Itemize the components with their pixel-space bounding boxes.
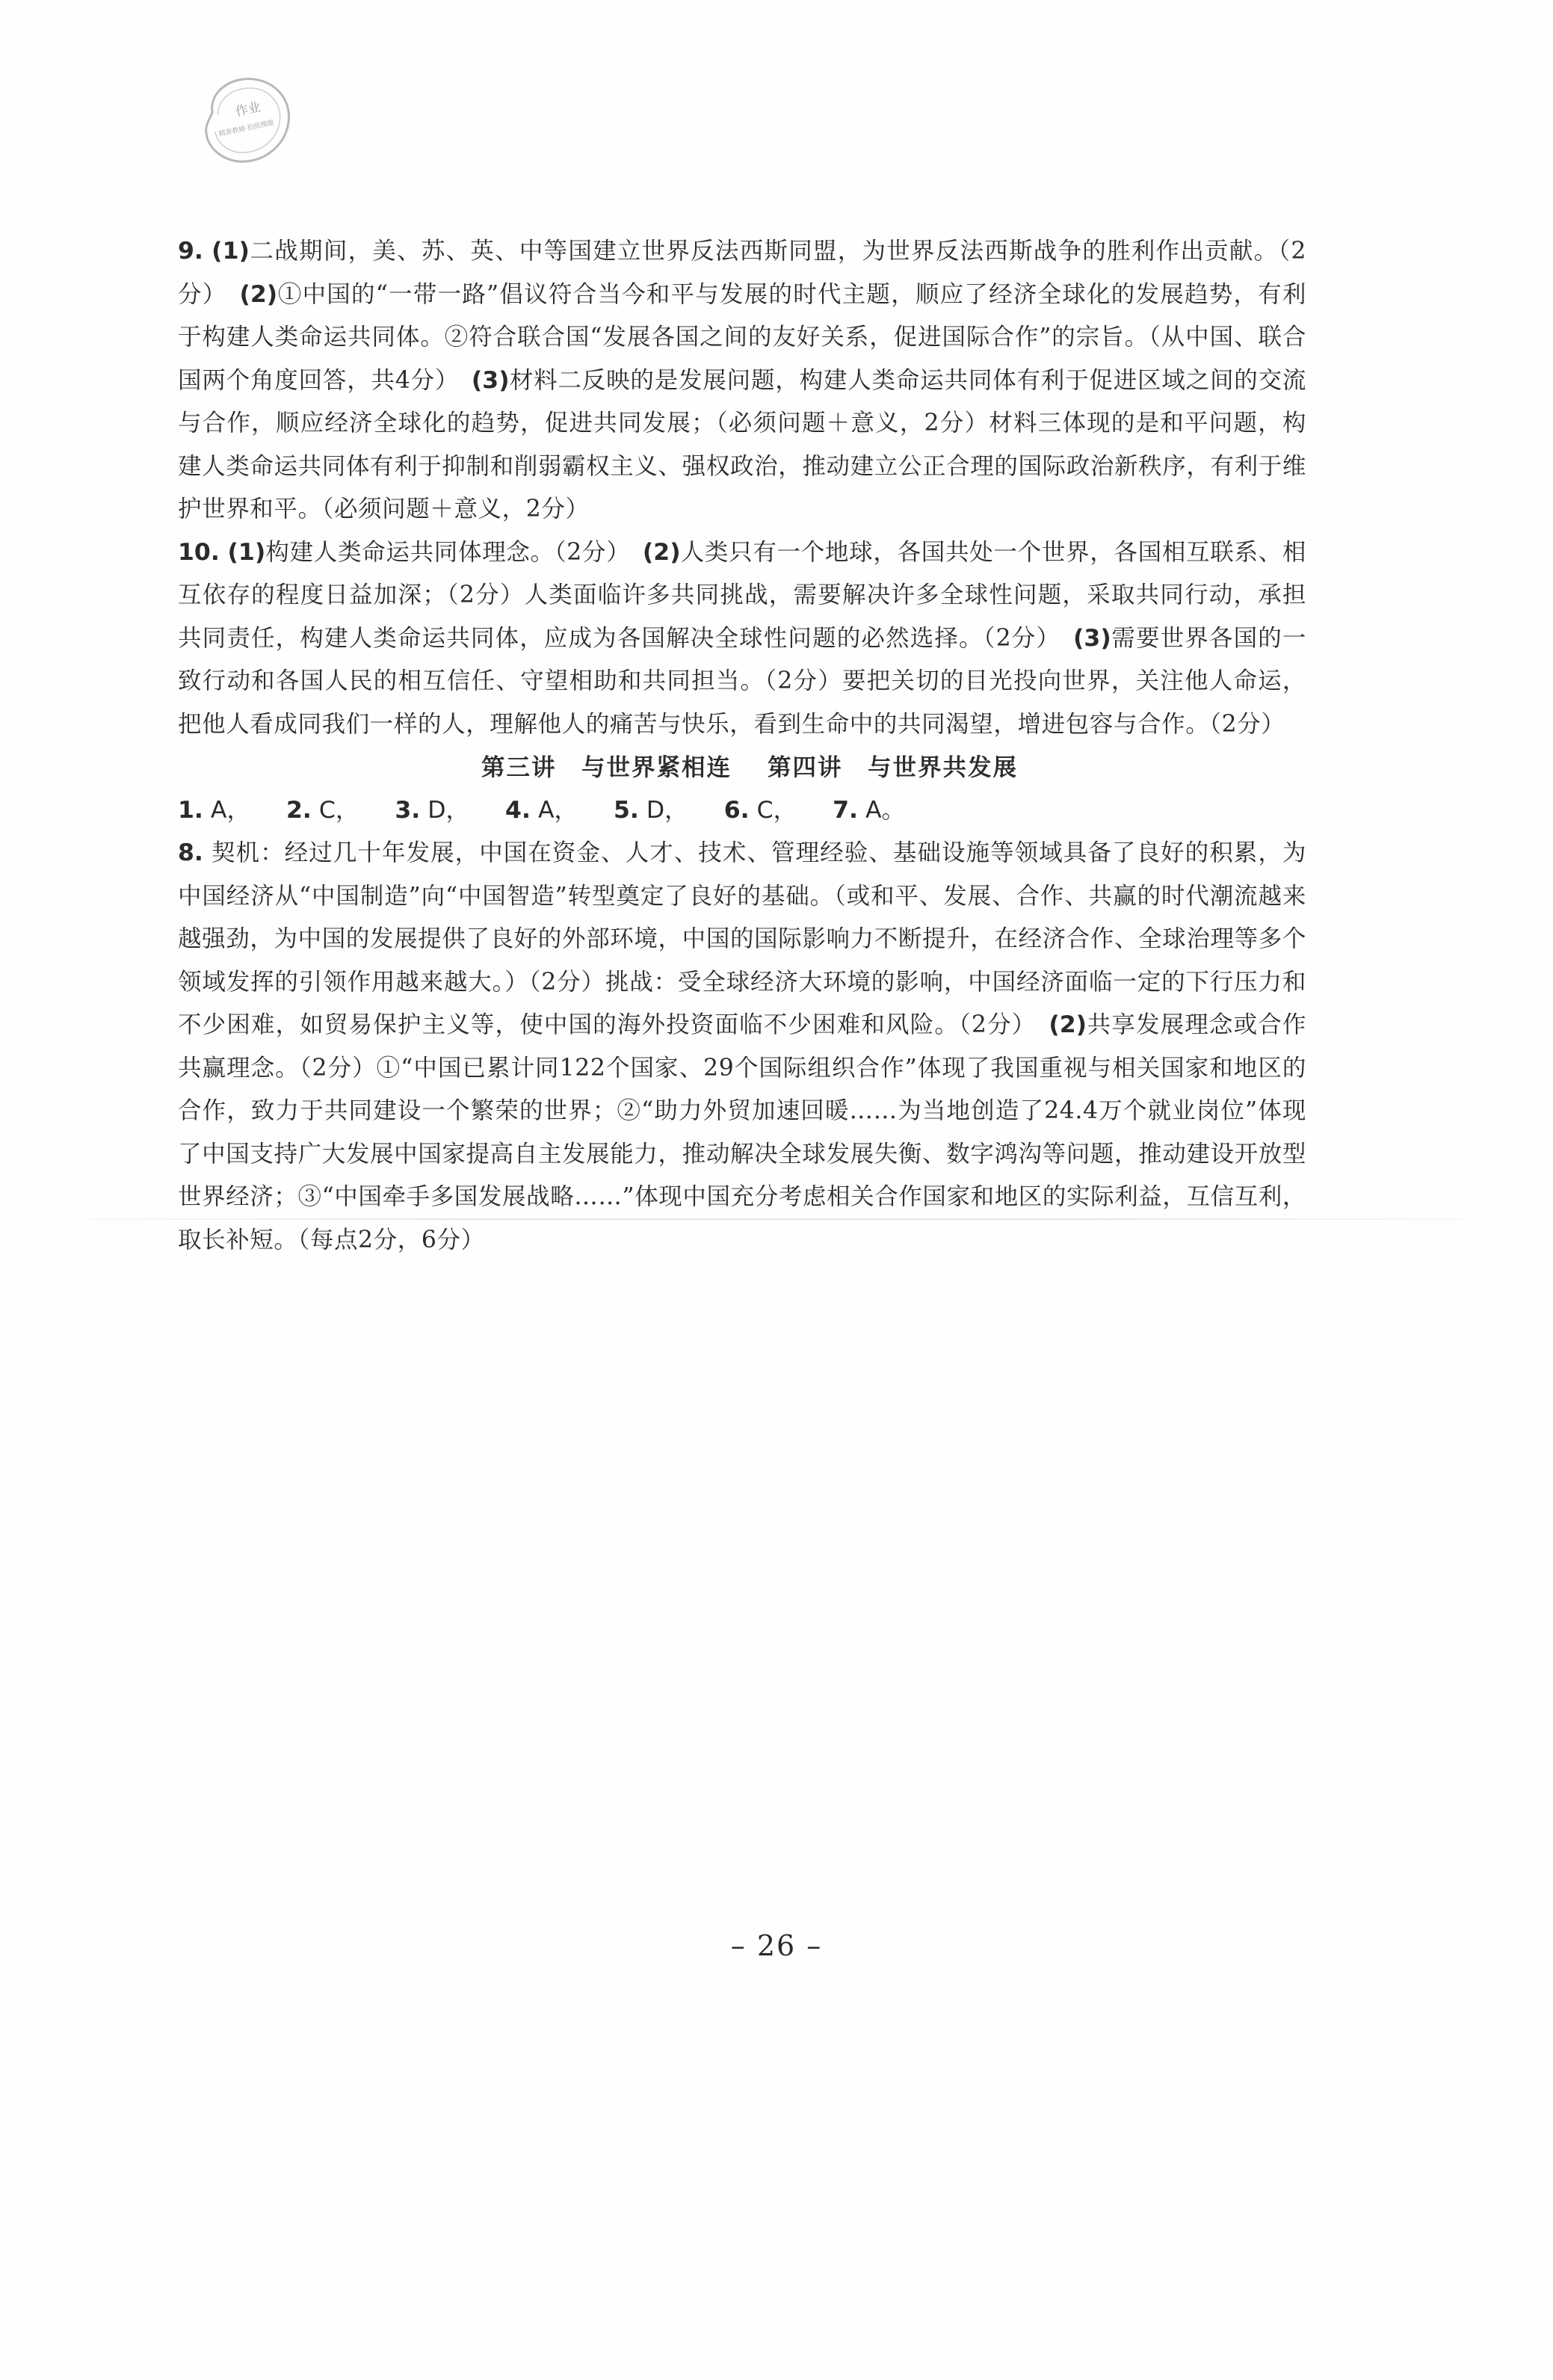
subquestion-label: (3) xyxy=(471,366,510,394)
question-10 xyxy=(178,531,1306,747)
page-number: – 26 – xyxy=(730,1929,823,1962)
mc-answer: 1. A， xyxy=(178,796,250,824)
subquestion-label: (1) xyxy=(227,538,266,566)
answer-text: 需要世界各国的一致行动和各国人民的相互信任、守望相助和共同担当。（2分）要把关切的目光投向世界，关注他人命运，把他人看成同我们一样的人，理解他人的痛苦与快乐，看到生命中的共同渴望，增进包容与合作。（2分） xyxy=(178,624,1306,738)
subquestion-label: (2) xyxy=(642,538,681,566)
mc-answer: 7. A。 xyxy=(833,796,906,824)
subquestion-label: (2) xyxy=(239,280,278,308)
subquestion-label: (1) xyxy=(212,238,250,265)
answer-text: 材料二反映的是发展问题，构建人类命运共同体有利于促进区域之间的交流与合作，顺应经济全球化的趋势，促进共同发展；（必须问题＋意义，2分）材料三体现的是和平问题，构建人类命运共同体有利于抑制和削弱霸权主义、强权政治，推动建立公正合理的国际政治新秩序，有利于维护世界和平。（必须问题＋意义，2分） xyxy=(178,366,1307,522)
multiple-choice-answers xyxy=(178,789,1306,833)
svg-text:作业: 作业 xyxy=(234,99,262,120)
question-number: 10. xyxy=(178,538,220,566)
section-title-left: 第三讲 与世界紧相连 xyxy=(481,753,732,781)
subquestion-label: (3) xyxy=(1073,624,1111,652)
answer-text: ①中国的“一带一路”倡议符合当今和平与发展的时代主题，顺应了经济全球化的发展趋势，有利于构建人类命运共同体。②符合联合国“发展各国之间的友好关系，促进国际合作”的宗旨。（从中国、联合国两个角度回答，共4分） xyxy=(178,280,1307,394)
answer-text: 契机：经过几十年发展，中国在资金、人才、技术、管理经验、基础设施等领域具备了良好的积累，为中国经济从“中国制造”向“中国智造”转型奠定了良好的基础。（或和平、发展、合作、共赢的时代潮流越来越强劲，为中国的发展提供了良好的外部环境，中国的国际影响力不断提升，在经济合作、全球治理等多个领域发挥的引领作用越来越大。）（2分）挑战：受全球经济大环境的影响，中国经济面临一定的下行压力和不少困难，如贸易保护主义等，使中国的海外投资面临不少困难和风险。（2分） xyxy=(178,839,1306,1038)
svg-text:精准教辅·拍照搜题: 精准教辅·拍照搜题 xyxy=(218,119,275,139)
answer-text: 人类只有一个地球，各国共处一个世界，各国相互联系、相互依存的程度日益加深；（2分）人类面临许多共同挑战，需要解决许多全球性问题，采取共同行动，承担共同责任，构建人类命运共同体，应成为各国解决全球性问题的必然选择。（2分） xyxy=(178,538,1306,652)
answer-text: 构建人类命运共同体理念。（2分） xyxy=(265,538,619,566)
mc-answer: 2. C， xyxy=(285,796,359,824)
subquestion-label: (2) xyxy=(1049,1011,1087,1038)
stamp-seal-icon xyxy=(196,69,300,173)
section-title xyxy=(178,746,1306,789)
question-number: 8. xyxy=(178,839,203,866)
mc-answer: 3. D， xyxy=(395,796,470,824)
mc-answer: 4. A， xyxy=(505,796,578,824)
mc-answer: 6. C， xyxy=(723,796,797,824)
mc-answer: 5. D， xyxy=(614,796,688,824)
answer-text: 共享发展理念或合作共赢理念。（2分）①“中国已累计同122个国家、29个国际组织合作”体现了我国重视与相关国家和地区的合作，致力于共同建设一个繁荣的世界；②“助力外贸加速回暖……为当地创造了24.4万个就业岗位”体现了中国支持广大发展中国家提高自主发展能力，推动解决全球发展失衡、数字鸿沟等问题，推动建设开放型世界经济；③“中国牵手多国发展战略……”体现中国充分考虑相关合作国家和地区的实际利益，互信互利，取长补短。（每点2分，6分） xyxy=(178,1011,1307,1254)
answer-content xyxy=(178,230,1306,1262)
section-title-right: 第四讲 与世界共发展 xyxy=(768,753,1019,781)
question-8 xyxy=(178,832,1306,1262)
page-fold-line xyxy=(0,1218,1553,1220)
question-9 xyxy=(178,230,1306,531)
answer-text: 二战期间，美、苏、英、中等国建立世界反法西斯同盟，为世界反法西斯战争的胜利作出贡献。（2分） xyxy=(178,238,1306,308)
question-number: 9. xyxy=(178,238,203,265)
